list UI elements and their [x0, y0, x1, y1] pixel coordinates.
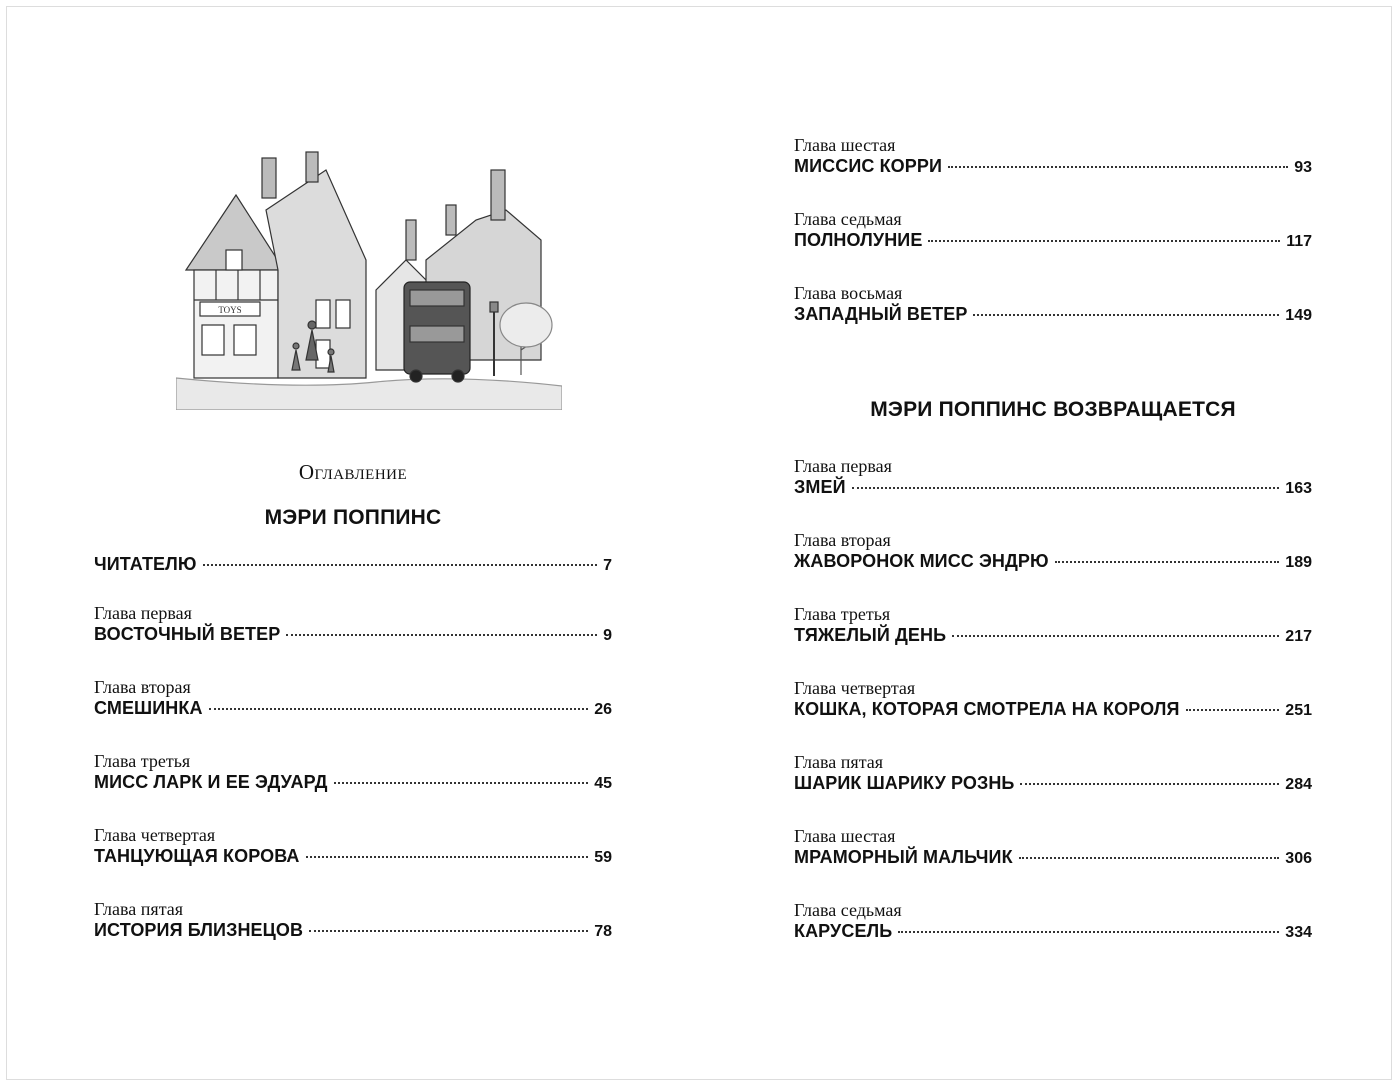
entry-title: ЗМЕЙ [794, 477, 846, 497]
chapter-label: Глава седьмая [794, 209, 902, 229]
entry-title: КАРУСЕЛЬ [794, 921, 893, 941]
entry-title: ИСТОРИЯ БЛИЗНЕЦОВ [94, 920, 304, 940]
chapter-label: Глава восьмая [794, 283, 903, 303]
entry-title: ТАНЦУЮЩАЯ КОРОВА [94, 846, 300, 866]
dot-leader [309, 930, 588, 932]
entry-title: МИСС ЛАРК И ЕЕ ЭДУАРД [94, 772, 328, 792]
book-title-mary-poppins-returns: МЭРИ ПОППИНС ВОЗВРАЩАЕТСЯ [870, 398, 1236, 421]
entry-title: ВОСТОЧНЫЙ ВЕТЕР [94, 624, 281, 644]
toc-entry[interactable] [794, 282, 1312, 356]
book-title-mary-poppins: МЭРИ ПОППИНС [264, 506, 442, 529]
chapter-label: Глава вторая [794, 530, 891, 550]
entry-title: ПОЛНОЛУНИЕ [794, 230, 923, 250]
toc-entry[interactable] [794, 899, 1312, 973]
toys-sign: TOYS [218, 305, 242, 315]
page-number: 26 [594, 701, 612, 718]
entry-title: КОШКА, КОТОРАЯ СМОТРЕЛА НА КОРОЛЯ [794, 699, 1180, 719]
toc-entry[interactable] [794, 455, 1312, 529]
entry-title: ШАРИК ШАРИКУ РОЗНЬ [794, 773, 1015, 793]
chapter-label: Глава шестая [794, 135, 896, 155]
chapter-label: Глава первая [94, 603, 192, 623]
page-number: 163 [1285, 480, 1312, 497]
page-number: 251 [1285, 702, 1312, 719]
toc-entry[interactable] [794, 677, 1312, 751]
toc-entry[interactable] [794, 134, 1312, 208]
dot-leader [948, 166, 1288, 168]
page-number: 117 [1286, 233, 1312, 250]
dot-leader [1020, 783, 1279, 785]
chapter-label: Глава первая [794, 456, 892, 476]
toc-entry[interactable] [94, 898, 612, 972]
page-number: 284 [1285, 776, 1312, 793]
toc-heading: Оглавление [298, 460, 408, 484]
page-number: 45 [594, 775, 612, 792]
chapter-label: Глава пятая [794, 752, 884, 772]
toc-entry[interactable] [794, 825, 1312, 899]
chapter-label: Глава седьмая [794, 900, 902, 920]
entry-title: МИССИС КОРРИ [794, 156, 943, 176]
chapter-label: Глава шестая [794, 826, 896, 846]
page-number: 189 [1285, 554, 1312, 571]
toc-entry[interactable] [794, 751, 1312, 825]
page-number: 7 [603, 557, 612, 574]
toc-entry[interactable] [94, 550, 612, 602]
toc-entry[interactable] [94, 602, 612, 676]
entry-title: ЗАПАДНЫЙ ВЕТЕР [794, 304, 968, 324]
dot-leader [973, 314, 1279, 316]
page-number: 59 [594, 849, 612, 866]
toc-list-right-top [794, 134, 1312, 356]
dot-leader [286, 634, 597, 636]
chapter-label: Глава третья [794, 604, 891, 624]
page-number: 9 [603, 627, 612, 644]
toc-entry[interactable] [794, 603, 1312, 677]
toc-entry[interactable] [94, 750, 612, 824]
entry-title: СМЕШИНКА [94, 698, 203, 718]
entry-title: МРАМОРНЫЙ МАЛЬЧИК [794, 847, 1013, 867]
entry-title: ТЯЖЕЛЫЙ ДЕНЬ [794, 625, 947, 645]
dot-leader [898, 931, 1279, 933]
toc-entry[interactable] [94, 676, 612, 750]
toc-list-right-bottom [794, 455, 1312, 973]
chapter-label: Глава четвертая [794, 678, 916, 698]
street-illustration [176, 150, 562, 410]
chapter-label: Глава третья [94, 751, 191, 771]
toc-entry[interactable] [794, 529, 1312, 603]
page-number: 149 [1285, 307, 1312, 324]
chapter-label: Глава четвертая [94, 825, 216, 845]
dot-leader [1055, 561, 1280, 563]
page-number: 334 [1285, 924, 1312, 941]
toc-entry[interactable] [794, 208, 1312, 282]
entry-title: ЖАВОРОНОК МИСС ЭНДРЮ [794, 551, 1049, 571]
page-number: 217 [1285, 628, 1312, 645]
dot-leader [209, 708, 589, 710]
page-number: 78 [594, 923, 612, 940]
dot-leader [1019, 857, 1280, 859]
dot-leader [1186, 709, 1280, 711]
dot-leader [306, 856, 589, 858]
dot-leader [334, 782, 589, 784]
toc-list-left [94, 550, 612, 972]
dot-leader [928, 240, 1280, 242]
entry-title: ЧИТАТЕЛЮ [94, 554, 197, 574]
dot-leader [952, 635, 1279, 637]
dot-leader [852, 487, 1280, 489]
toc-entry[interactable] [94, 824, 612, 898]
dot-leader [203, 564, 598, 566]
chapter-label: Глава пятая [94, 899, 184, 919]
chapter-label: Глава вторая [94, 677, 191, 697]
page-number: 93 [1294, 159, 1312, 176]
page-number: 306 [1285, 850, 1312, 867]
